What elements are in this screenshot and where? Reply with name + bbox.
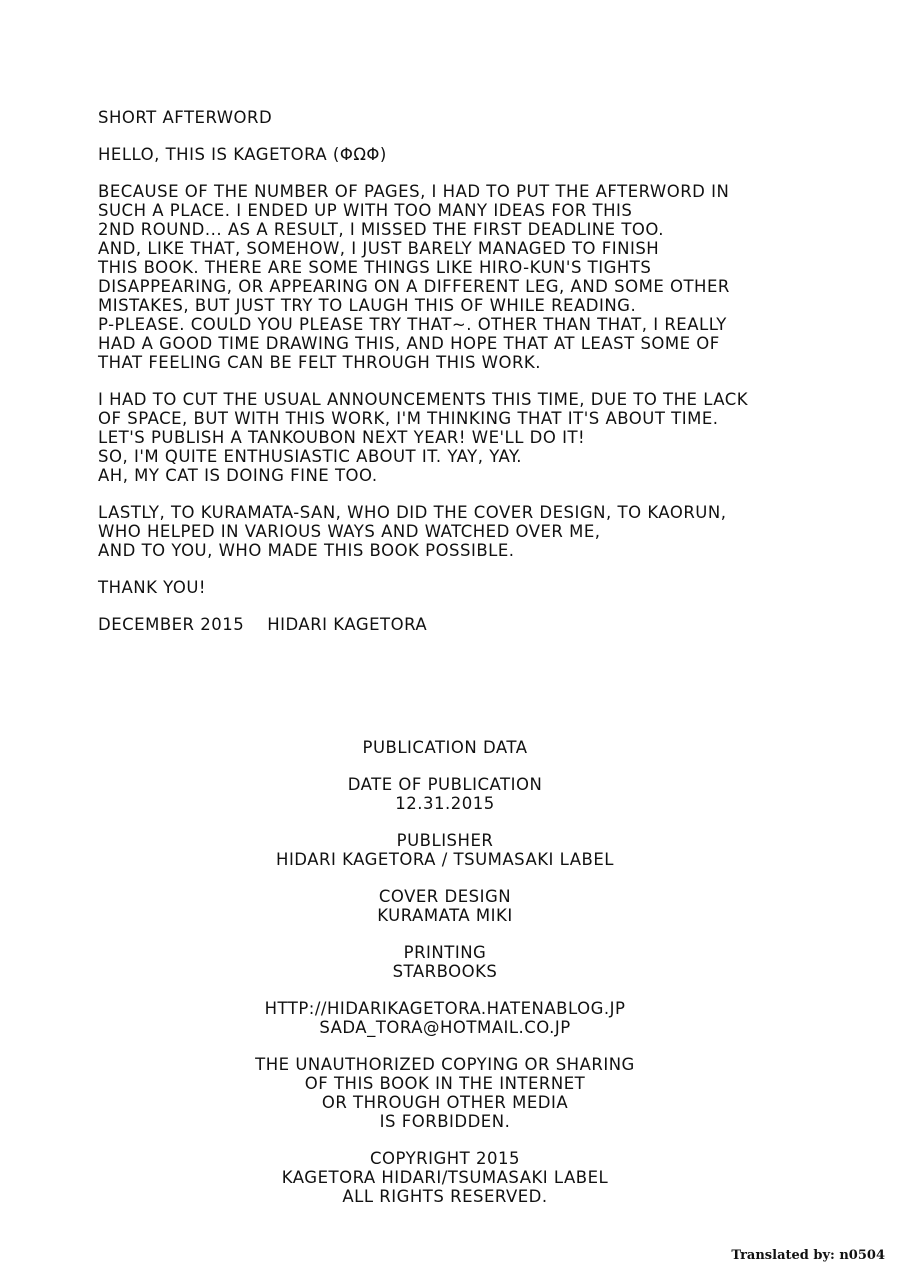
publisher-label: PUBLISHER [396,831,494,850]
text-line: AND, LIKE THAT, SOMEHOW, I JUST BARELY MANAGED TO FINISH [98,239,660,258]
text-line: I HAD TO CUT THE USUAL ANNOUNCEMENTS THIS TIME, DUE TO THE LACK [98,390,749,409]
email-address: SADA_TORA@HOTMAIL.CO.JP [319,1018,571,1037]
text-line: 2ND ROUND... AS A RESULT, I MISSED THE FIRST DEADLINE TOO. [98,220,664,239]
contact-info [150,999,740,1037]
copyright-line: KAGETORA HIDARI/TSUMASAKI LABEL [281,1168,609,1187]
copyright-line: COPYRIGHT 2015 [369,1149,520,1168]
cover-design-info [150,887,740,925]
notice-line: THE UNAUTHORIZED COPYING OR SHARING [255,1055,635,1074]
text-line: HAD A GOOD TIME DRAWING THIS, AND HOPE THAT AT LEAST SOME OF [98,334,720,353]
translator-credit: Translated by: n0504 [731,1248,885,1263]
text-line: THAT FEELING CAN BE FELT THROUGH THIS WORK. [98,353,541,372]
copyright-notice [150,1149,740,1206]
afterword-thanks: THANK YOU! [98,578,207,597]
printing-value: STARBOOKS [392,962,498,981]
text-line: THIS BOOK. THERE ARE SOME THINGS LIKE HIRO-KUN'S TIGHTS [98,258,652,277]
text-line: P-PLEASE. COULD YOU PLEASE TRY THAT~. OTHER THAN THAT, I REALLY [98,315,727,334]
text-line: MISTAKES, BUT JUST TRY TO LAUGH THIS OF WHILE READING. [98,296,637,315]
text-line: WHO HELPED IN VARIOUS WAYS AND WATCHED OVER ME, [98,522,601,541]
date-value: 12.31.2015 [395,794,495,813]
publication-date [150,775,740,813]
text-line: AND TO YOU, WHO MADE THIS BOOK POSSIBLE. [98,541,515,560]
text-line: LASTLY, TO KURAMATA-SAN, WHO DID THE COVER DESIGN, TO KAORUN, [98,503,727,522]
website-url: HTTP://HIDARIKAGETORA.HATENABLOG.JP [264,999,626,1018]
afterword-section [98,108,838,652]
text-line: OF SPACE, BUT WITH THIS WORK, I'M THINKING THAT IT'S ABOUT TIME. [98,409,719,428]
afterword-paragraph-3 [98,503,838,560]
notice-line: OF THIS BOOK IN THE INTERNET [304,1074,586,1093]
publication-heading: PUBLICATION DATA [362,738,528,757]
afterword-paragraph-1 [98,182,838,372]
publisher-info [150,831,740,869]
text-line: SO, I'M QUITE ENTHUSIASTIC ABOUT IT. YAY, YAY. [98,447,522,466]
notice-line: OR THROUGH OTHER MEDIA [321,1093,569,1112]
afterword-title: SHORT AFTERWORD [98,108,273,127]
copyright-line: ALL RIGHTS RESERVED. [342,1187,548,1206]
text-line: DISAPPEARING, OR APPEARING ON A DIFFERENT LEG, AND SOME OTHER [98,277,730,296]
text-line: BECAUSE OF THE NUMBER OF PAGES, I HAD TO PUT THE AFTERWORD IN [98,182,730,201]
afterword-paragraph-2 [98,390,838,485]
printing-label: PRINTING [403,943,487,962]
printing-info [150,943,740,981]
text-line: AH, MY CAT IS DOING FINE TOO. [98,466,378,485]
text-line: LET'S PUBLISH A TANKOUBON NEXT YEAR! WE'LL DO IT! [98,428,586,447]
publisher-value: HIDARI KAGETORA / TSUMASAKI LABEL [276,850,614,869]
afterword-greeting: HELLO, THIS IS KAGETORA (ΦΩΦ) [98,145,387,164]
copying-notice [150,1055,740,1131]
publication-data-section [150,738,740,1224]
date-label: DATE OF PUBLICATION [347,775,543,794]
text-line: SUCH A PLACE. I ENDED UP WITH TOO MANY IDEAS FOR THIS [98,201,633,220]
afterword-signature: DECEMBER 2015 HIDARI KAGETORA [98,615,428,634]
cover-value: KURAMATA MIKI [377,906,513,925]
cover-label: COVER DESIGN [378,887,512,906]
notice-line: IS FORBIDDEN. [379,1112,511,1131]
